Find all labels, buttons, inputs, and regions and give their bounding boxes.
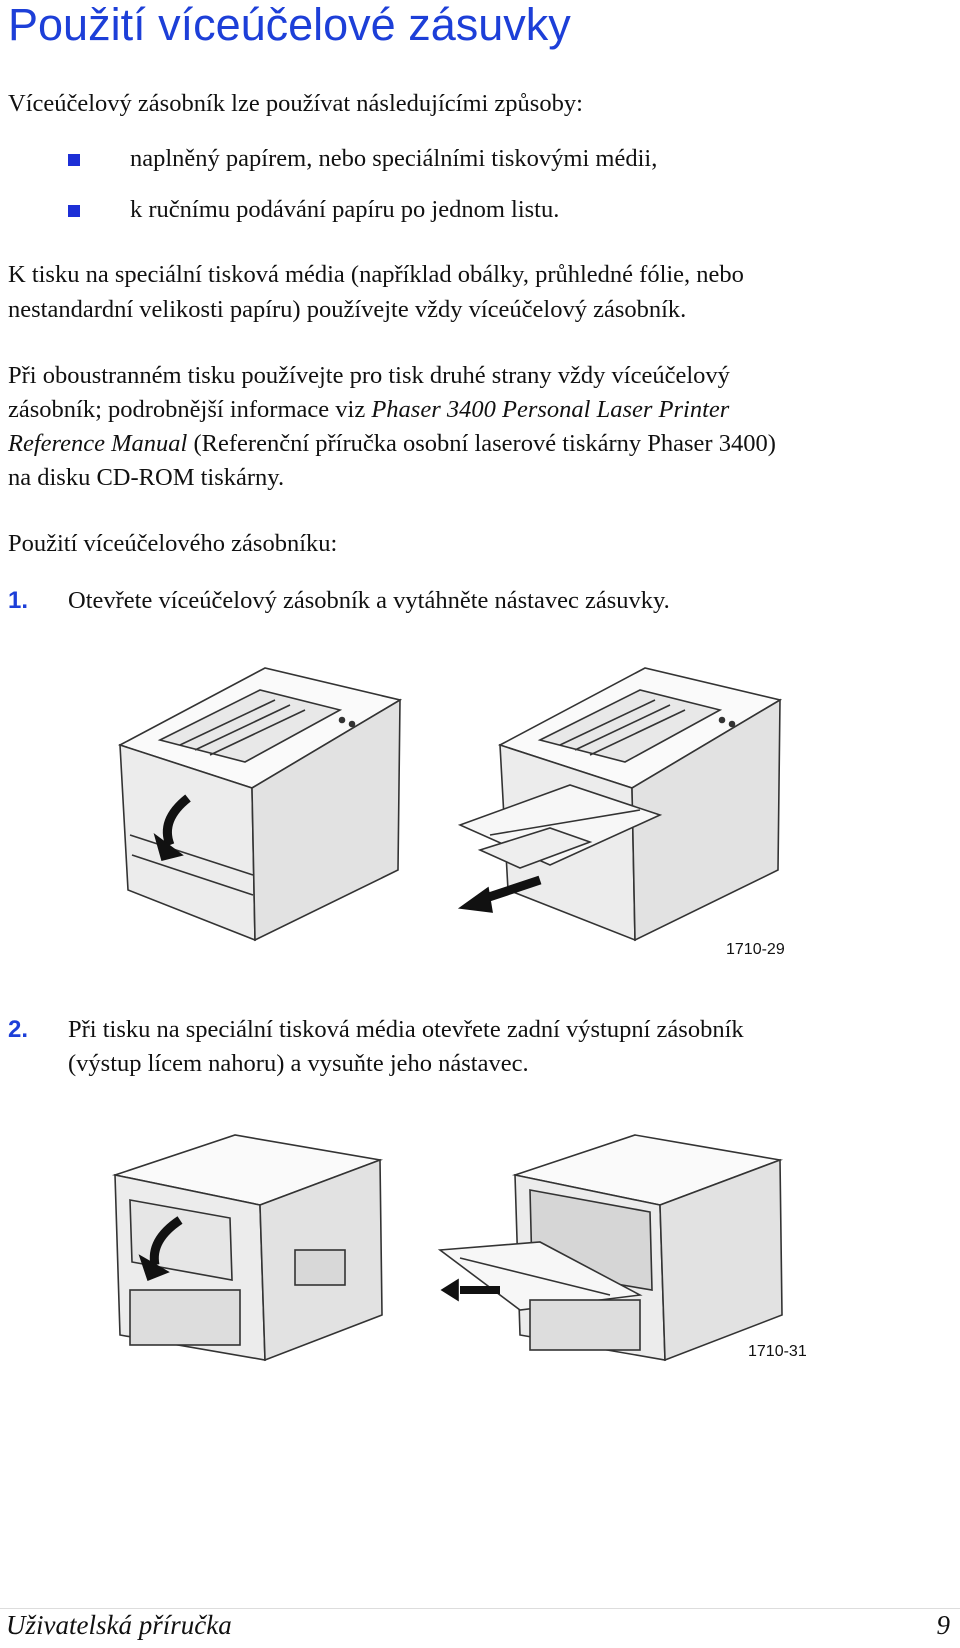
paragraph-special-media-line-2: nestandardní velikosti papíru) používejte vždy víceúčelový zásobník. — [8, 296, 687, 323]
paragraph-duplex-line-4: na disku CD-ROM tiskárny. — [8, 464, 285, 491]
figure-open-mpt — [100, 650, 800, 950]
step-text: Otevřete víceúčelový zásobník a vytáhněte nástavec zásuvky. — [68, 587, 670, 614]
bullet-marker — [68, 205, 80, 217]
printer-open-illustration — [460, 668, 780, 940]
bullet-item: naplněný papírem, nebo speciálními tiskovými médii, — [130, 145, 658, 172]
paragraph-duplex-line-2 — [8, 392, 729, 427]
page-title: Použití víceúčelové zásuvky — [8, 0, 571, 50]
printer-rear-closed-illustration — [115, 1135, 382, 1360]
bullet-item: k ručnímu podávání papíru po jednom listu. — [130, 196, 560, 223]
step-number: 1. — [8, 587, 29, 614]
step-number: 2. — [8, 1016, 29, 1043]
usage-heading: Použití víceúčelového zásobníku: — [8, 530, 338, 557]
footer-title: Uživatelská příručka — [6, 1610, 232, 1640]
figure-label: 1710-31 — [748, 1343, 807, 1360]
paragraph-special-media-line-1: K tisku na speciální tisková média (například obálky, průhledné fólie, nebo — [8, 261, 744, 288]
printer-rear-open-illustration — [440, 1135, 782, 1360]
figure-label: 1710-29 — [726, 941, 785, 958]
step-text: Při tisku na speciální tisková média otevřete zadní výstupní zásobník — [68, 1016, 744, 1043]
step-text: (výstup lícem nahoru) a vysuňte jeho nástavec. — [68, 1050, 529, 1077]
duplex-text: (Referenční příručka osobní laserové tiskárny Phaser 3400) — [187, 430, 776, 457]
printer-closed-illustration — [120, 668, 400, 940]
duplex-text: zásobník; podrobnější informace viz — [8, 396, 372, 423]
paragraph-duplex-line-3 — [8, 426, 776, 461]
paragraph-duplex-line-1: Při oboustranném tisku používejte pro tisk druhé strany vždy víceúčelový — [8, 362, 730, 389]
manual-title: Reference Manual — [8, 430, 188, 457]
intro-text: Víceúčelový zásobník lze používat následujícími způsoby: — [8, 90, 583, 117]
manual-title: Phaser 3400 Personal Laser Printer — [371, 396, 730, 423]
page-number: 9 — [936, 1610, 950, 1640]
footer-divider — [0, 1608, 960, 1609]
figure-open-rear-tray — [100, 1130, 800, 1370]
bullet-marker — [68, 154, 80, 166]
